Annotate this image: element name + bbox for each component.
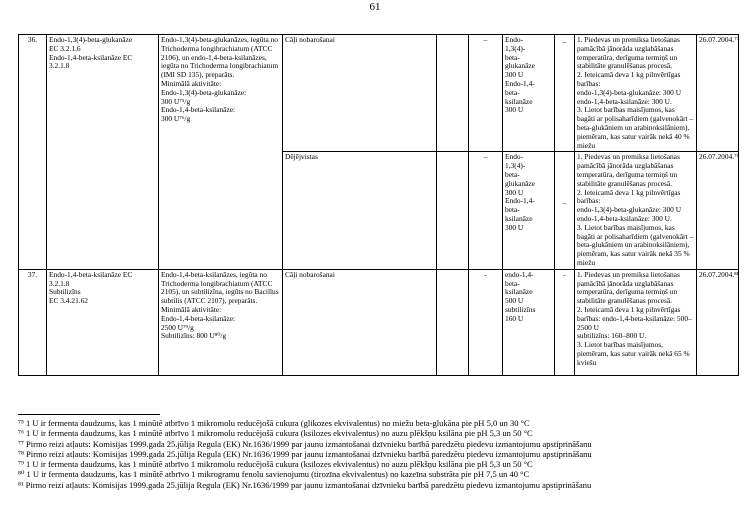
footnote: ⁸¹ Pirmo reizi atļauts: Komisijas 1999.gada 25.jūlija Regula (EK) Nr.1636/1999 par jaunu izmantošanai dzīvnieku barībā paredzētu piedevu izmantojumu apstiprināšanu [18,479,592,490]
preparation-cell: Endo-1,4-beta-ksilanāzes, iegūta no Trichoderma longibrachiatum (ATCC 2105), un subtilizīna, iegūts no Bacillus subtilis (ATCC 2107), preparāts. Minimālā aktivitāte: Endo-1,4-beta-ksilanāze: 2500 U⁷⁹/g Subtilizīns: 800 U⁸⁰/g [159,269,283,375]
age-cell: – [469,152,503,269]
enzyme-cell: Endo-1,4-beta-ksilanāze EC 3.2.1.8 Subtilizīns EC 3.4.21.62 [47,269,159,375]
species-cell: Cāļi nobarošanai [283,35,437,152]
table-row-36a [19,35,739,152]
age-cell: - [469,269,503,375]
date-cell: 26.07.2004.⁷⁷ [697,35,739,152]
footnote: ⁷⁵ 1 U ir fermenta daudzums, kas 1 minūtē atbrīvo 1 mikromolu reducējošā cukura (glikozes ekvivalentus) no miežu beta-glukāna pie pH 5,0 un 30 °C [18,418,530,428]
preparation-cell: Endo-1,3(4)-beta-glukanāzes, iegūta no Trichoderma longibrachiatum (ATCC 2106), un endo-1,4-beta-ksilanāzes, iegūta no Trichoderma longibrachiatum (IMI SD 135), preparāts. Minimālā aktivitāte: Endo-1,3(4)-beta-glukanāze: 300 U⁷⁵/g Endo-1,4-beta-ksilanāze: 300 U⁷⁶/g [159,35,283,270]
age-cell: – [469,35,503,152]
footnote: ⁷⁷ Pirmo reizi atļauts: Komisijas 1999.gada 25.jūlija Regula (EK) Nr.1636/1999 par jaunu izmantošanai dzīvnieku barībā paredzētu piedevu izmantojumu apstiprināšanu [18,438,592,449]
footnote: ⁸⁰ 1 U ir fermenta daudzums, kas 1 minūtē atbrīvo 1 mikrogramu fenolu savienojumu (tirozīna ekvivalentus) no kazeīna substrāta pie pH 7,5 un 40 °C [18,469,530,480]
empty-cell [437,35,469,152]
activity-cell: Endo- 1,3(4)- beta- glukanāze 300 U Endo-1,4- beta- ksilanāze 300 U [503,35,555,152]
footnote: ⁷⁸ Pirmo reizi atļauts: Komisijas 1999.gada 25.jūlija Regula (EK) Nr.1636/1999 par jaunu izmantošanai dzīvnieku barībā paredzētu piedevu izmantojumu apstiprināšanu [18,448,592,459]
footnote-divider [18,414,160,415]
max-value: - [563,269,566,279]
footnote: ⁷⁶ 1 U ir fermenta daudzums, kas 1 minūtē atbrīvo 1 mikromolu reducējošā cukura (ksilozes ekvivalentus) no auzu plēkšņu ksilāna pie pH 5,3 un 50 °C [18,428,533,439]
provisions-cell: 1. Piedevas un premiksa lietošanas pamācībā jānorāda uzglabāšanas temperatūra, derīguma termiņš un stabilitāte granulēšanas procesā. 2. Ieteicamā deva 1 kg pilnvērtīgas barības: endo-1,3(4)-beta-glukanāze: 300 U endo-1,4-beta-ksilanāze: 300 U. 3. Lietot barības maisījumos, kas bagāti ar polisaharīdiem (galvenokārt – beta-glukāniem un arabinoksilāniem), piemēram, kas satur vairāk nekā 35 % miežu [575,152,697,269]
species-cell: Dējējvistas [283,152,437,269]
empty-cell [437,269,469,375]
activity-cell: Endo- 1,3(4)- beta- glukanāze 300 U Endo-1,4- beta- ksilanāze 300 U [503,152,555,269]
max-cell [555,269,575,375]
max-value: – [562,37,567,46]
footnote: ⁷⁹ 1 U ir fermenta daudzums, kas 1 minūtē atbrīvo 1 mikromolu reducējošā cukura (ksilozes ekvivalentus) no auzu plēkšņu ksilāna pie pH 5,3 un 50 °C [18,459,533,470]
date-cell: 26.07.2004.⁸¹ [697,269,739,375]
row-number: 36. [19,35,47,270]
additive-table [18,34,739,376]
enzyme-cell: Endo-1,3(4)-beta-glukanāze EC 3.2.1.6 Endo-1,4-beta-ksilanāze EC 3.2.1.8 [47,35,159,270]
max-value: – [562,198,567,208]
empty-cell [437,152,469,269]
table-row-37 [19,269,739,375]
page-number: 61 [369,1,381,13]
date-cell: 26.07.2004.⁷⁸ [697,152,739,269]
row-number: 37. [19,269,47,375]
provisions-cell: 1. Piedevas un premiksa lietošanas pamācībā jānorāda uzglabāšanas temperatūra, derīguma termiņš un stabilitāte granulēšanas procesā. 2. Ieteicamā deva 1 kg pilnvērtīgas barības: endo-1,4-beta-ksilanāze: 500–2500 U subtilizīns: 160–800 U. 3. Lietot barības maisījumos, piemēram, kas satur vairāk nekā 65 % kviešu [575,269,697,375]
footnotes [18,418,738,490]
max-cell [555,152,575,269]
provisions-cell: 1. Piedevas un premiksa lietošanas pamācībā jānorāda uzglabāšanas temperatūra, derīguma termiņš un stabilitāte granulēšanas procesā. 2. Ieteicamā deva 1 kg pilnvērtīgas barības: endo-1,3(4)-beta-glukanāze: 300 U endo-1,4-beta-ksilanāze: 300 U. 3. Lietot barības maisījumos, kas bagāti ar polisaharīdiem (galvenokārt – beta-glukāniem un arabinoksilāniem), piemēram, kas satur vairāk nekā 40 % miežu [575,35,697,152]
activity-cell: endo-1,4- beta- ksilanāze 500 U subtilizīns 160 U [503,269,555,375]
species-cell: Cāļi nobarošanai [283,269,437,375]
max-cell [555,35,575,152]
